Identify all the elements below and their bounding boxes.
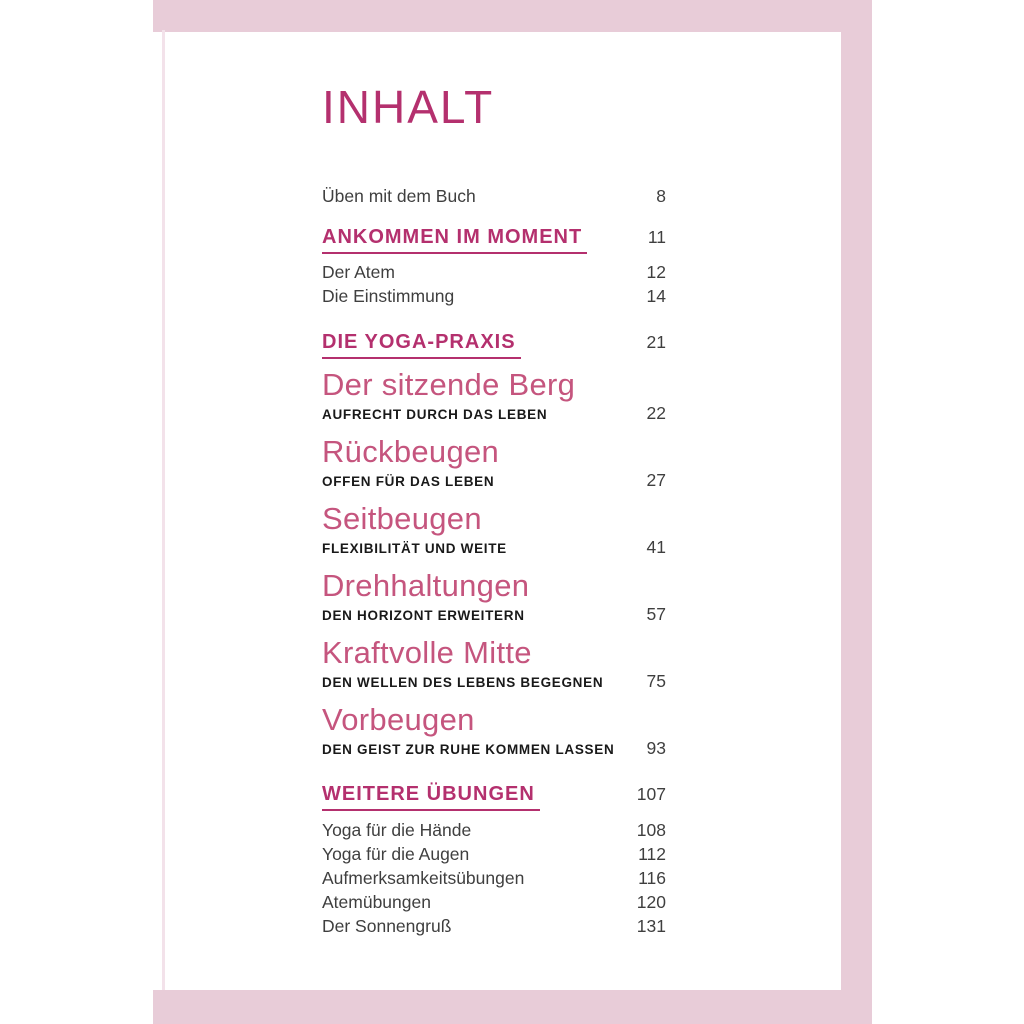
toc-chapter-title: Drehhaltungen [322, 568, 530, 603]
toc-entry-label: Die Einstimmung [322, 286, 455, 306]
toc-part-page: 107 [636, 784, 666, 804]
page-frame-left-line [162, 30, 165, 990]
page-frame-bottom [153, 990, 872, 1024]
toc-chapter-subtitle-row [322, 740, 666, 758]
toc-entry-label: Yoga für die Hände [322, 820, 472, 840]
toc-entry-page: 8 [656, 186, 666, 206]
toc-entry [322, 818, 666, 842]
toc-part-label: DIE YOGA-PRAXIS [322, 331, 521, 359]
toc-chapter [322, 501, 666, 557]
toc-chapter-page: 57 [646, 604, 666, 624]
toc-entry-label: Atemübungen [322, 892, 431, 912]
toc-chapter-subtitle-row [322, 539, 666, 557]
toc-chapter-subtitle-row [322, 673, 666, 691]
toc-part-header-ankommen [322, 226, 666, 254]
toc-entry [322, 842, 666, 866]
toc-part-header-weitere-uebungen [322, 783, 666, 811]
toc-chapter [322, 367, 666, 423]
toc-chapter [322, 635, 666, 691]
toc-chapter-subtitle: AUFRECHT DURCH DAS LEBEN [322, 407, 548, 422]
toc-chapter-page: 22 [646, 403, 666, 423]
toc-chapter-subtitle: DEN HORIZONT ERWEITERN [322, 608, 525, 623]
toc-chapter-page: 93 [646, 738, 666, 758]
toc-chapter-subtitle: DEN WELLEN DES LEBENS BEGEGNEN [322, 675, 604, 690]
toc-entry [322, 890, 666, 914]
toc-chapter [322, 434, 666, 490]
toc-entry [322, 866, 666, 890]
toc-entry-label: Der Atem [322, 262, 395, 282]
toc-entry [322, 284, 666, 308]
toc-entry-page: 116 [638, 868, 666, 888]
toc-part-page: 11 [647, 227, 666, 247]
toc-chapter-page: 75 [646, 671, 666, 691]
toc-entry [322, 914, 666, 938]
toc-chapter-subtitle: DEN GEIST ZUR RUHE KOMMEN LASSEN [322, 742, 615, 757]
toc-chapter-title: Der sitzende Berg [322, 367, 576, 402]
toc-entry-page: 14 [646, 286, 666, 306]
toc-part-header-yoga-praxis [322, 331, 666, 359]
toc-part1-items [322, 260, 666, 308]
table-of-contents [322, 0, 666, 938]
toc-entry-page: 112 [638, 844, 666, 864]
toc-chapter-page: 41 [646, 537, 666, 557]
toc-chapter-title: Kraftvolle Mitte [322, 635, 532, 670]
toc-chapter-subtitle-row [322, 472, 666, 490]
toc-entry-intro [322, 184, 666, 208]
toc-entry-page: 12 [646, 262, 666, 282]
toc-chapter-subtitle: OFFEN FÜR DAS LEBEN [322, 474, 495, 489]
toc-entry-label: Aufmerksamkeitsübungen [322, 868, 525, 888]
toc-entry-label: Yoga für die Augen [322, 844, 470, 864]
toc-chapter-page: 27 [646, 470, 666, 490]
toc-chapter-title: Vorbeugen [322, 702, 475, 737]
toc-chapter [322, 702, 666, 758]
toc-entry-label: Üben mit dem Buch [322, 186, 476, 206]
page-title: INHALT [322, 81, 495, 133]
toc-chapter [322, 568, 666, 624]
toc-chapter-subtitle: FLEXIBILITÄT UND WEITE [322, 541, 507, 556]
page-frame-right [841, 0, 872, 1024]
toc-chapter-subtitle-row [322, 606, 666, 624]
toc-part-page: 21 [646, 332, 666, 352]
toc-part-label: ANKOMMEN IM MOMENT [322, 226, 587, 254]
toc-entry-page: 131 [636, 916, 666, 936]
toc-chapter-subtitle-row [322, 405, 666, 423]
toc-part-label: WEITERE ÜBUNGEN [322, 783, 540, 811]
toc-entry-label: Der Sonnengruß [322, 916, 452, 936]
toc-entry-page: 108 [636, 820, 666, 840]
toc-part3-items [322, 818, 666, 938]
toc-chapter-title: Seitbeugen [322, 501, 482, 536]
toc-entry [322, 260, 666, 284]
toc-entry-page: 120 [636, 892, 666, 912]
toc-chapter-title: Rückbeugen [322, 434, 500, 469]
